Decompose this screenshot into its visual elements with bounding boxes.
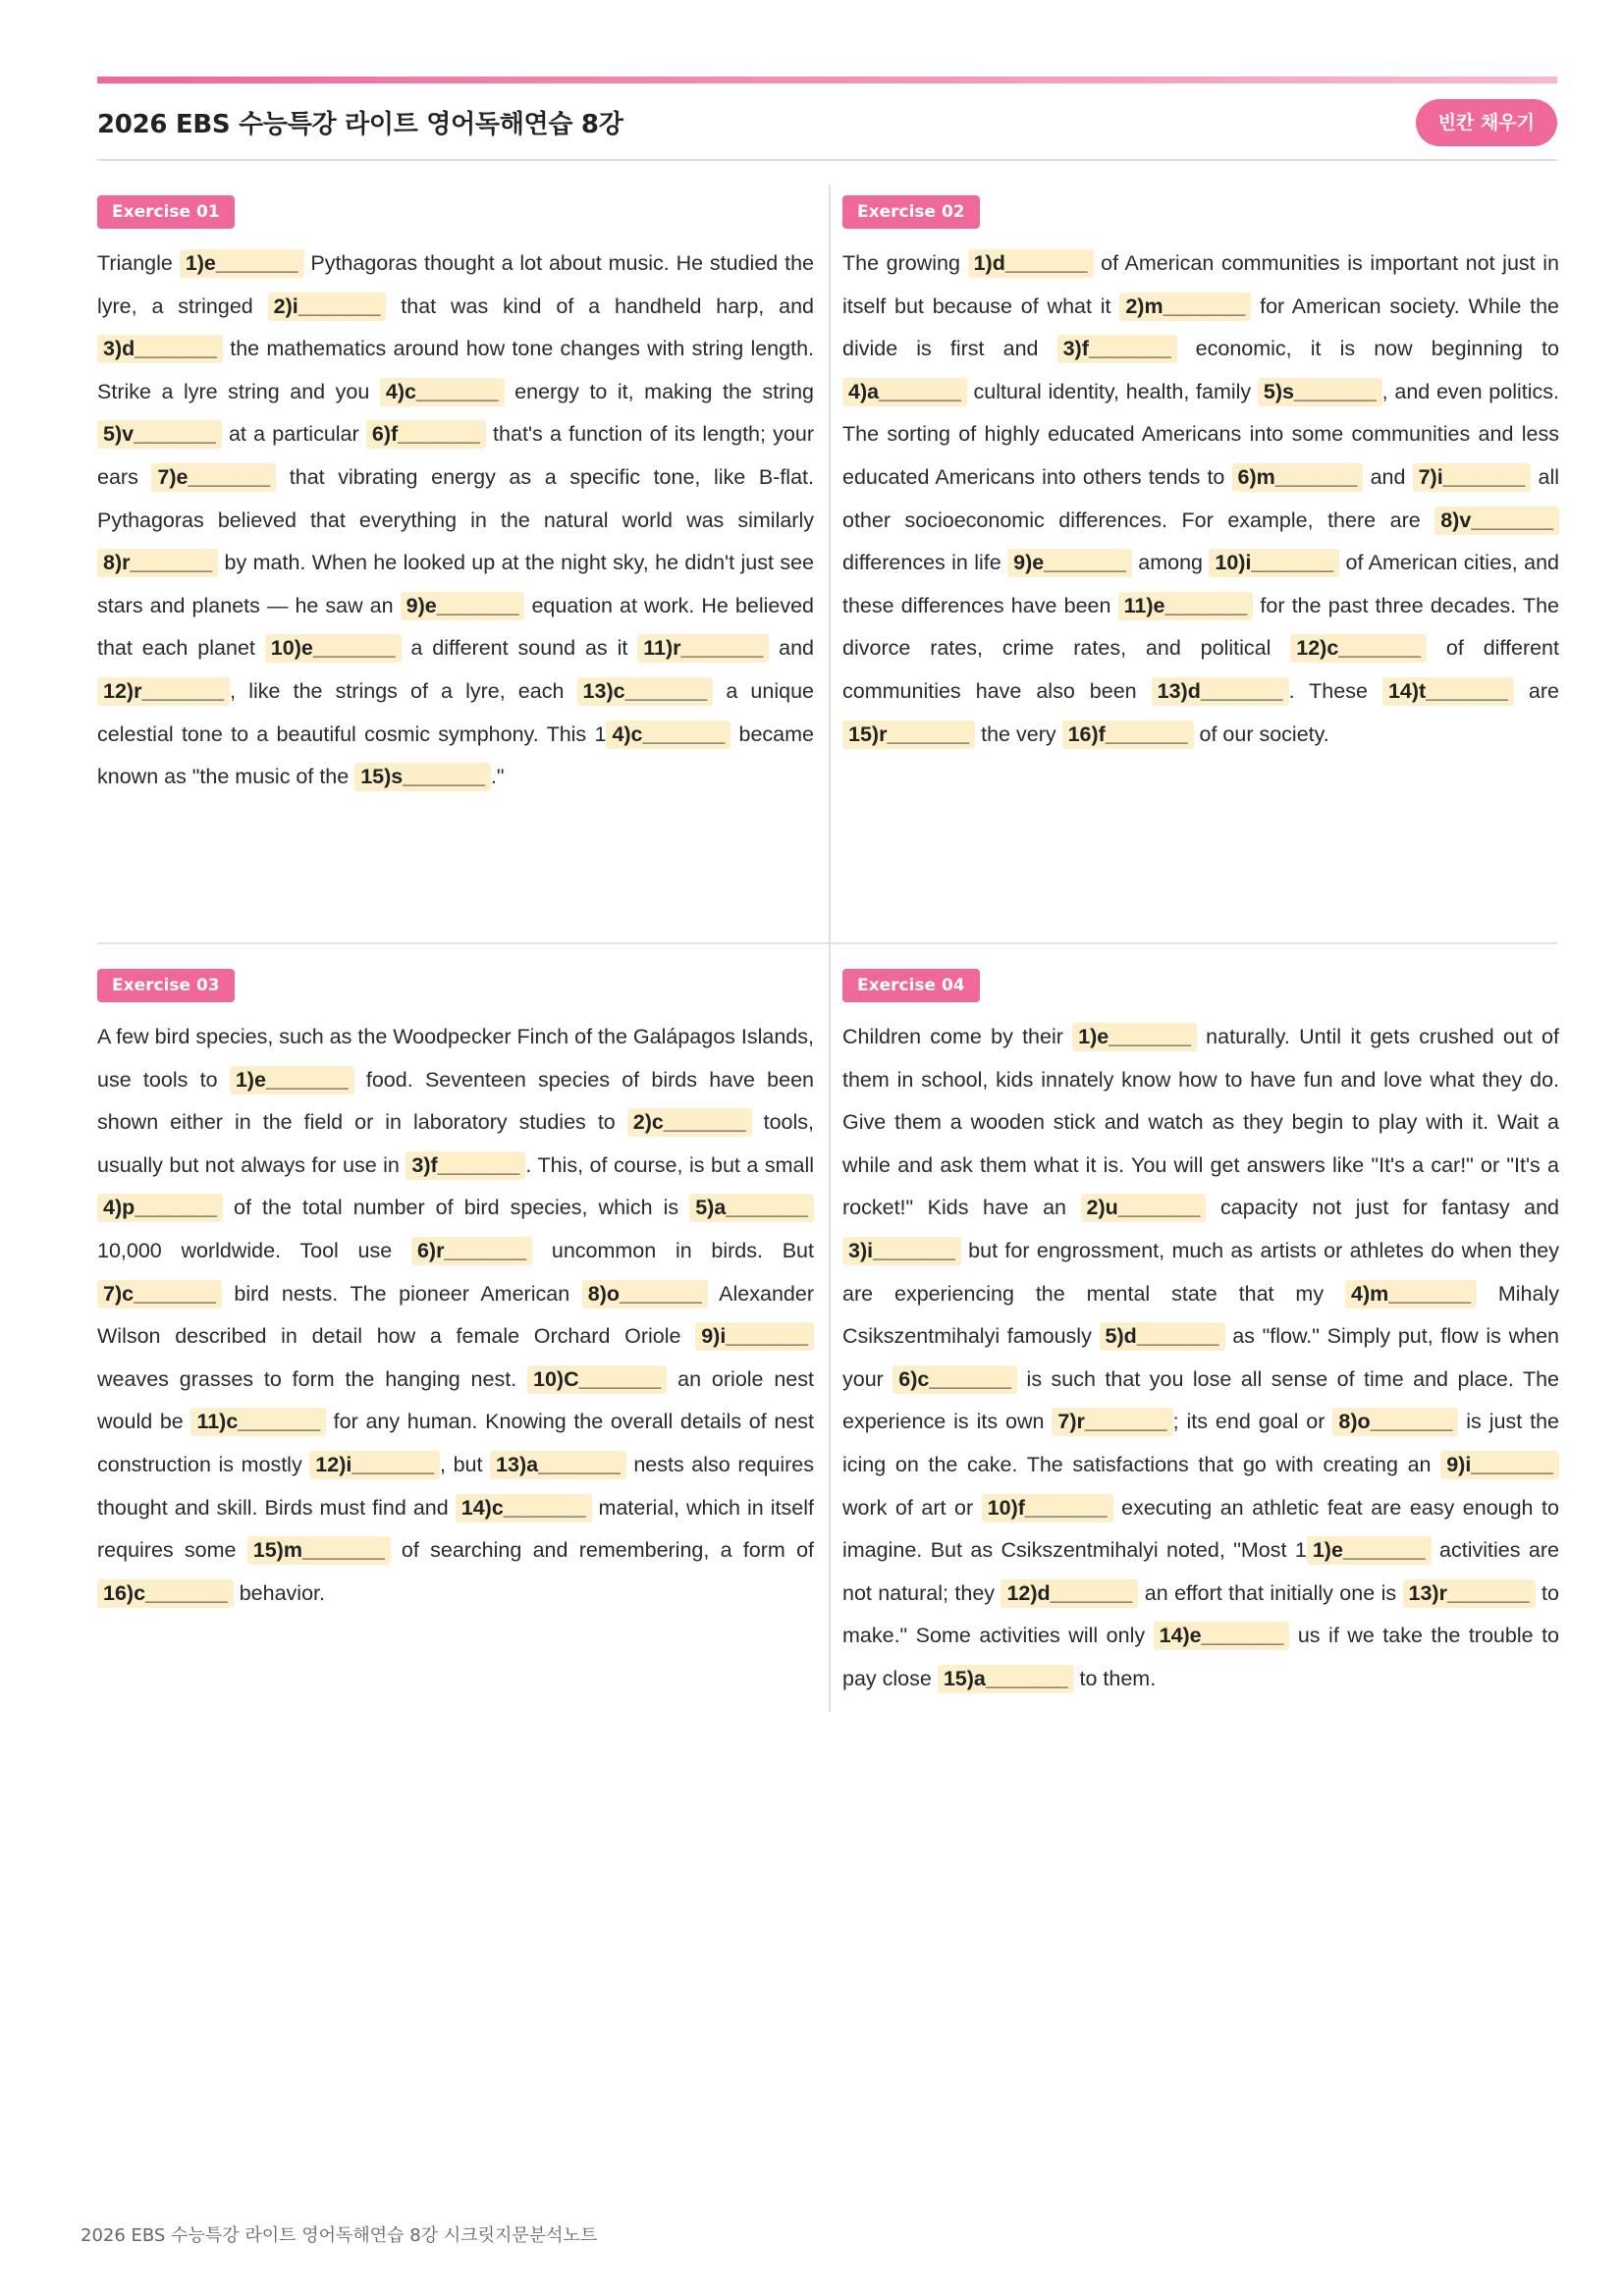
horizontal-divider: [97, 942, 1557, 944]
blank-field: 7)e_______: [151, 463, 276, 492]
blank-field: 5)s_______: [1258, 378, 1382, 406]
blank-field: 12)i_______: [309, 1451, 440, 1479]
blank-field: 12)r_______: [97, 677, 230, 706]
blank-field: 4)a_______: [842, 378, 967, 406]
top-accent-bar: [97, 77, 1557, 83]
exercise-text: A few bird species, such as the Woodpecker Finch of the Galápagos Islands, use tools to 1)e_______ food. Seventeen species of birds have been shown either in the field or in laboratory studies to 2)c_______ tools, usually but not always for use in 3)f_______ . This, of course, is but a small 4)p_______ of the total number of bird species, which is 5)a_______ 10,000 worldwide. Tool use 6)r_______ uncommon in birds. But 7)c_______ bird nests. The pioneer American 8)o_______ Alexander Wilson described in detail how a female Orchard Oriole 9)i_______ weaves grasses to form the hanging nest. 10)C_______ an oriole nest would be 11)c_______ for any human. Knowing the overall details of nest construction is mostly 12)i_______ , but 13)a_______ nests also requires thought and skill. Birds must find and 14)c_______ material, which in itself requires some 15)m_______ of searching and remembering, a form of 16)c_______ behavior.: [97, 1016, 814, 1615]
blank-field: 8)o_______: [1332, 1408, 1458, 1436]
blank-field: 15)m_______: [247, 1536, 391, 1565]
exercise-label: Exercise 01: [97, 195, 235, 229]
blank-field: 7)i_______: [1413, 463, 1532, 492]
blank-field: 6)r_______: [411, 1237, 532, 1265]
exercise-text: Triangle 1)e_______ Pythagoras thought a lot about music. He studied the lyre, a stringed 2)i_______ that was kind of a handheld harp, and 3)d_______ the mathematics around how tone changes with string length. Strike a lyre string and you 4)c_______ energy to it, making the string 5)v_______ at a particular 6)f_______ that's a function of its length; your ears 7)e_______ that vibrating energy as a specific tone, like B-flat. Pythagoras believed that everything in the natural world was similarly 8)r_______ by math. When he looked up at the night sky, he didn't just see stars and planets — he saw an 9)e_______ equation at work. He believed that each planet 10)e_______ a different sound as it 11)r_______ and 12)r_______ , like the strings of a lyre, each 13)c_______ a unique celestial tone to a beautiful cosmic symphony. This 1 4)c_______ became known as "the music of the 15)s_______ .": [97, 242, 814, 799]
blank-field: 10)C_______: [527, 1365, 667, 1394]
blank-field: 13)a_______: [490, 1451, 626, 1479]
blank-field: 10)i_______: [1209, 549, 1339, 577]
vertical-divider: [829, 185, 831, 1712]
blank-field: 13)d_______: [1152, 677, 1289, 706]
exercise-01: [97, 195, 814, 799]
exercise-text: Children come by their 1)e_______ naturally. Until it gets crushed out of them in school, kids innately know how to have fun and love what they do. Give them a wooden stick and watch as they begin to play with it. Wait a while and ask them what it is. You will get answers like "It's a car!" or "It's a rocket!" Kids have an 2)u_______ capacity not just for fantasy and 3)i_______ but for engrossment, much as artists or athletes do when they are experiencing the mental state that my 4)m_______ Mihaly Csikszentmihalyi famously 5)d_______ as "flow." Simply put, flow is when your 6)c_______ is such that you lose all sense of time and place. The experience is its own 7)r_______ ; its end goal or 8)o_______ is just the icing on the cake. The satisfactions that go with creating an 9)i_______ work of art or 10)f_______ executing an athletic feat are easy enough to imagine. But as Csikszentmihalyi noted, "Most 1 1)e_______ activities are not natural; they 12)d_______ an effort that initially one is 13)r_______ to make." Some activities will only 14)e_______ us if we take the trouble to pay close 15)a_______ to them.: [842, 1016, 1559, 1701]
exercise-label: Exercise 03: [97, 969, 235, 1002]
blank-field: 9)i_______: [1440, 1451, 1559, 1479]
blank-field: 11)e_______: [1118, 592, 1254, 620]
blank-field: 1)e_______: [1307, 1536, 1432, 1565]
blank-field: 11)r_______: [637, 634, 769, 663]
page-header: [97, 98, 1557, 161]
blank-field: 8)v_______: [1434, 507, 1559, 535]
blank-field: 5)a_______: [689, 1194, 814, 1222]
blank-field: 15)r_______: [842, 721, 975, 749]
exercise-text: The growing 1)d_______ of American communities is important not just in itself but because of what it 2)m_______ for American society. While the divide is first and 3)f_______ economic, it is now beginning to 4)a_______ cultural identity, health, family 5)s_______ , and even politics. The sorting of highly educated Americans into some communities and less educated Americans into others tends to 6)m_______ and 7)i_______ all other socioeconomic differences. For example, there are 8)v_______ differences in life 9)e_______ among 10)i_______ of American cities, and these differences have been 11)e_______ for the past three decades. The divorce rates, crime rates, and political 12)c_______ of different communities have also been 13)d_______ . These 14)t_______ are 15)r_______ the very 16)f_______ of our society.: [842, 242, 1559, 756]
blank-field: 5)v_______: [97, 420, 222, 449]
blank-field: 6)f_______: [366, 420, 486, 449]
blank-field: 12)c_______: [1290, 634, 1427, 663]
blank-field: 9)e_______: [401, 592, 525, 620]
blank-field: 10)e_______: [265, 634, 402, 663]
blank-field: 14)c_______: [456, 1494, 592, 1522]
blank-field: 2)u_______: [1081, 1194, 1207, 1222]
blank-field: 8)r_______: [97, 549, 218, 577]
blank-field: 11)c_______: [190, 1408, 326, 1436]
blank-field: 16)f_______: [1062, 721, 1194, 749]
blank-field: 9)e_______: [1007, 549, 1132, 577]
blank-field: 1)e_______: [180, 249, 304, 278]
blank-field: 15)a_______: [938, 1665, 1074, 1693]
blank-field: 1)e_______: [230, 1066, 354, 1095]
blank-field: 14)e_______: [1154, 1622, 1290, 1650]
blank-field: 4)m_______: [1345, 1280, 1477, 1308]
blank-field: 14)t_______: [1382, 677, 1514, 706]
blank-field: 7)c_______: [97, 1280, 222, 1308]
mode-badge: 빈칸 채우기: [1416, 99, 1557, 146]
exercise-03: [97, 969, 814, 1615]
blank-field: 2)c_______: [627, 1108, 752, 1137]
blank-field: 16)c_______: [97, 1579, 234, 1608]
blank-field: 3)f_______: [1057, 335, 1177, 363]
blank-field: 4)p_______: [97, 1194, 223, 1222]
blank-field: 6)c_______: [893, 1365, 1017, 1394]
blank-field: 3)i_______: [842, 1237, 961, 1265]
exercise-label: Exercise 02: [842, 195, 980, 229]
blank-field: 13)c_______: [577, 677, 714, 706]
blank-field: 3)f_______: [406, 1151, 525, 1180]
blank-field: 2)m_______: [1119, 293, 1251, 321]
blank-field: 13)r_______: [1403, 1579, 1536, 1608]
blank-field: 1)e_______: [1072, 1023, 1197, 1051]
blank-field: 4)c_______: [606, 721, 730, 749]
blank-field: 12)d_______: [1001, 1579, 1138, 1608]
exercise-04: [842, 969, 1559, 1701]
exercise-02: [842, 195, 1559, 756]
blank-field: 8)o_______: [582, 1280, 708, 1308]
blank-field: 3)d_______: [97, 335, 223, 363]
page-title: 2026 EBS 수능특강 라이트 영어독해연습 8강: [97, 110, 623, 139]
exercise-label: Exercise 04: [842, 969, 980, 1002]
blank-field: 15)s_______: [354, 763, 491, 791]
page-footer: 2026 EBS 수능특강 라이트 영어독해연습 8강 시크릿지문분석노트: [81, 2225, 598, 2246]
blank-field: 5)d_______: [1100, 1322, 1225, 1351]
blank-field: 1)d_______: [968, 249, 1094, 278]
blank-field: 9)i_______: [695, 1322, 814, 1351]
blank-field: 4)c_______: [380, 378, 505, 406]
blank-field: 6)m_______: [1232, 463, 1364, 492]
blank-field: 7)r_______: [1052, 1408, 1172, 1436]
blank-field: 10)f_______: [982, 1494, 1113, 1522]
blank-field: 2)i_______: [268, 293, 387, 321]
